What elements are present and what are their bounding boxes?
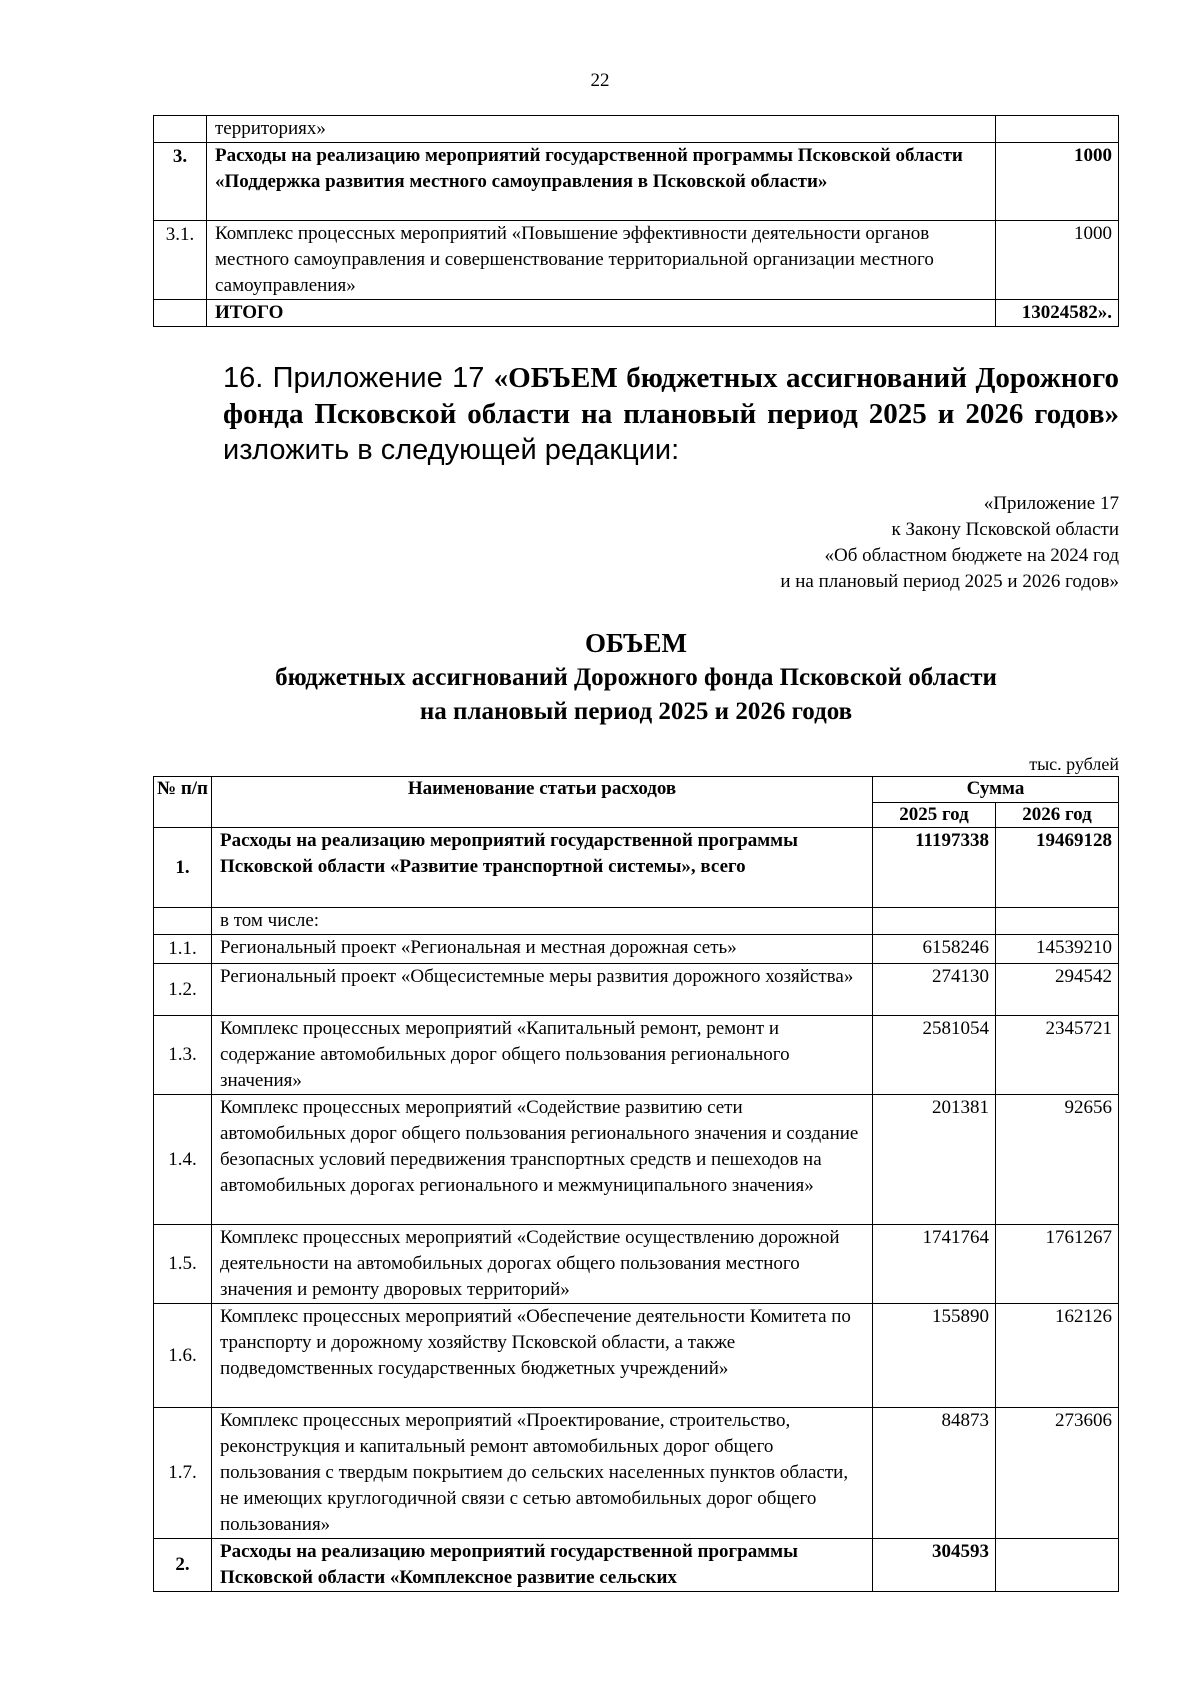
header-2025: 2025 год [873,803,996,828]
appendix-line: «Об областном бюджете на 2024 год [824,545,1119,566]
appendix-line: и на плановый период 2025 и 2026 годов» [780,571,1119,592]
row-number: 1.3. [154,1016,212,1095]
table-row [154,116,1119,143]
row-value-2025: 11197338 [873,828,996,908]
table-row [154,1225,1119,1304]
table-row [154,1304,1119,1408]
row-number: 1.5. [154,1225,212,1304]
row-number: 1.4. [154,1095,212,1225]
page-number: 22 [590,70,610,91]
row-value-2025: 155890 [873,1304,996,1408]
row-value-2025: 1741764 [873,1225,996,1304]
row-value-2026: 19469128 [996,828,1119,908]
row-number: 1. [154,828,212,908]
row-name: Расходы на реализацию мероприятий государственной программы Псковской области «Поддержка развития местного самоуправления в Псковской области» [207,143,996,221]
row-number [154,116,207,143]
table-row [154,908,1119,935]
row-name: Комплекс процессных мероприятий «Содействие осуществлению дорожной деятельности на автомобильных дорогах общего пользования местного значения и ремонту дворовых территорий» [212,1225,873,1304]
row-name: Комплекс процессных мероприятий «Обеспечение деятельности Комитета по транспорту и дорожному хозяйству Псковской области, а также подведомственных государственных бюджетных учреждений» [212,1304,873,1408]
row-value-2026: 92656 [996,1095,1119,1225]
row-number: 3. [154,143,207,221]
row-value-2026: 162126 [996,1304,1119,1408]
row-number: 1.2. [154,964,212,1016]
row-number: 3.1. [154,221,207,300]
row-value-2025: 201381 [873,1095,996,1225]
row-name: Региональный проект «Региональная и местная дорожная сеть» [212,935,873,964]
row-number: 1.7. [154,1408,212,1539]
row-name: ИТОГО [207,300,996,327]
row-value-2025 [873,908,996,935]
row-name: в том числе: [212,908,873,935]
row-value-2026 [996,1539,1119,1592]
row-name: территориях» [207,116,996,143]
amendment-paragraph [153,360,1119,468]
row-name: Комплекс процессных мероприятий «Содействие развитию сети автомобильных дорог общего пользования регионального значения и создание безопасных условий передвижения транспортных средств и пешеходов на автомобильных дорогах регионального и межмуниципального значения» [212,1095,873,1225]
row-value-2025: 2581054 [873,1016,996,1095]
road-fund-table [153,776,1119,1592]
row-number [154,908,212,935]
amendment-suffix: изложить в следующей редакции: [223,434,680,466]
row-number [154,300,207,327]
row-value-2025: 84873 [873,1408,996,1539]
row-value: 1000 [996,143,1119,221]
row-value: 13024582». [996,300,1119,327]
row-value-2026: 14539210 [996,935,1119,964]
title-line: бюджетных ассигнований Дорожного фонда Псковской области [275,664,997,691]
budget-table-continued [153,115,1119,327]
row-name: Комплекс процессных мероприятий «Повышение эффективности деятельности органов местного самоуправления и совершенствование территориальной организации местного самоуправления» [207,221,996,300]
row-name: Региональный проект «Общесистемные меры развития дорожного хозяйства» [212,964,873,1016]
table-row [154,1539,1119,1592]
table-row [154,300,1119,327]
header-name: Наименование статьи расходов [212,777,873,828]
table-row [154,1408,1119,1539]
appendix-reference [600,491,1119,595]
table-row [154,964,1119,1016]
row-value-2026 [996,908,1119,935]
row-value-2026: 294542 [996,964,1119,1016]
row-number: 1.1. [154,935,212,964]
row-value-2026: 2345721 [996,1016,1119,1095]
row-number: 2. [154,1539,212,1592]
table-row [154,221,1119,300]
units-label: тыс. рублей [1029,754,1119,774]
table-row [154,1095,1119,1225]
row-value: 1000 [996,221,1119,300]
row-name: Расходы на реализацию мероприятий государственной программы Псковской области «Комплексное развитие сельских [212,1539,873,1592]
header-sum: Сумма [873,777,1119,803]
table-row [154,143,1119,221]
row-name: Расходы на реализацию мероприятий государственной программы Псковской области «Развитие транспортной системы», всего [212,828,873,908]
row-value-2025: 274130 [873,964,996,1016]
table-row [154,935,1119,964]
table-row [154,828,1119,908]
amendment-prefix: 16. Приложение 17 [223,362,494,394]
row-value-2025: 304593 [873,1539,996,1592]
appendix-line: «Приложение 17 [983,493,1119,514]
row-value-2025: 6158246 [873,935,996,964]
row-value-2026: 273606 [996,1408,1119,1539]
title-line: на плановый период 2025 и 2026 годов [419,698,853,725]
header-2026: 2026 год [996,803,1119,828]
table-row [154,1016,1119,1095]
title-line: ОБЪЕМ [585,628,687,658]
header-num: № п/п [154,777,212,828]
amendment-bold-title: «ОБЪЕМ бюджетных ассигнований Дорожного фонда Псковской области на плановый период 2025 и 2026 годов» [223,362,1119,430]
row-name: Комплекс процессных мероприятий «Проектирование, строительство, реконструкция и капитальный ремонт автомобильных дорог общего пользования с твердым покрытием до сельских населенных пунктов области, не имеющих круглогодичной связи с сетью автомобильных дорог общего пользования» [212,1408,873,1539]
row-value-2026: 1761267 [996,1225,1119,1304]
row-number: 1.6. [154,1304,212,1408]
document-title [153,625,1119,729]
row-value [996,116,1119,143]
appendix-line: к Закону Псковской области [891,519,1119,540]
row-name: Комплекс процессных мероприятий «Капитальный ремонт, ремонт и содержание автомобильных дорог общего пользования регионального значения» [212,1016,873,1095]
